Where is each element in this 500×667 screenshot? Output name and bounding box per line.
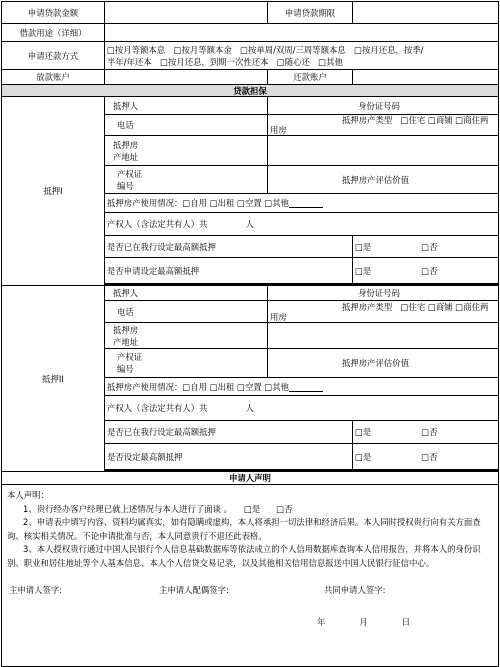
collateral-1-usage-options[interactable]: □自用 □出租 □空置 □其他 (182, 198, 290, 208)
collateral-2-q1-no[interactable]: □否 (421, 427, 438, 437)
repayment-options-line-1: □按月等额本息 □按月等额本金 □按单周/双周/三周等额本息 □按月还息，按季/ (107, 44, 424, 55)
repayment-options-line-2: 半年/年还本 □按月还息，到期一次性还本 □随心还 □其他 (107, 56, 343, 67)
collateral-2-owners-cell[interactable] (105, 396, 499, 421)
collateral-2-owners-label: 产权人（含法定共有人）共 (107, 403, 208, 413)
signature-row (7, 584, 493, 598)
collateral-1-property-type-cell[interactable] (268, 115, 499, 136)
collateral-1-id-label: 身份证号码 (358, 100, 400, 111)
collateral-1-q2-answer[interactable] (353, 258, 499, 284)
collateral-2-group-label: 抵押II (2, 286, 105, 472)
guarantee-section-title: 贷款担保 (2, 85, 499, 97)
collateral-2-property-type-label: 抵押房产类型 (342, 301, 393, 312)
collateral-2-address-label: 抵押房产地址 (105, 323, 268, 349)
collateral-2-cert-label: 产权证编号 (105, 349, 268, 378)
collateral-2-q2-no[interactable]: □否 (421, 451, 438, 462)
collateral-1-owners-cell[interactable] (105, 213, 499, 236)
declaration-section-title: 申请人声明 (2, 472, 499, 485)
application-table (1, 1, 499, 667)
collateral-2-mortgagor-label: 抵押人 (105, 286, 268, 301)
collateral-2-usage-options[interactable]: □自用 □出租 □空置 □其他 (182, 381, 290, 392)
loan-term-field[interactable] (353, 2, 499, 24)
loan-term-label: 申请贷款期限 (268, 2, 353, 24)
collateral-2-q1-answer[interactable] (353, 421, 499, 444)
collateral-1-property-type-options[interactable]: □住宅 □商铺 □商住两用房 (270, 115, 489, 135)
collateral-1-q2-no[interactable]: □否 (421, 265, 438, 276)
collateral-1-usage-other-blank[interactable] (289, 199, 323, 208)
declaration-item-2: 2、申请表中填写内容、资料均属真实，如有隐瞒或虚构，本人将承担一切法律和经济后果。本人同时授权贵行向有关方面查询、核实相关情况。不论申请批准与否，本人同意贵行不退还此表格。 (7, 517, 481, 541)
collateral-1-property-type-label: 抵押房产类型 (342, 115, 393, 125)
collateral-1-phone-label: 电话 (105, 115, 268, 136)
collateral-1-id-cell[interactable] (268, 97, 499, 115)
loan-amount-label: 申请贷款金额 (2, 2, 105, 24)
collateral-2-property-type-cell[interactable] (268, 301, 499, 323)
collateral-1-usage-cell[interactable] (105, 194, 499, 213)
declaration-item-3: 3、本人授权贵行通过中国人民银行个人信息基础数据库等依法成立的个人信用数据库查询本人信用报告，并将本人的身份识别、职业和居住地址等个人基本信息、本人个人信贷交易记录，以及其他相关信用信息报送中国人民银行征信中心。 (7, 544, 481, 568)
date-month: 月 (359, 616, 368, 627)
declaration-intro: 本人声明： (7, 490, 49, 500)
collateral-1-q1-answer[interactable] (353, 236, 499, 258)
collateral-2-usage-other-blank[interactable] (289, 383, 323, 392)
collateral-1-address-label: 抵押房产地址 (105, 136, 268, 166)
collateral-1-q1-no[interactable]: □否 (421, 241, 438, 252)
interview-no-checkbox[interactable]: □否 (276, 503, 293, 514)
collateral-1-q2-label: 是否申请设定最高额抵押 (105, 258, 353, 284)
collateral-2-property-type-options[interactable]: □住宅 □商铺 □商住两用房 (270, 301, 489, 322)
collateral-1-value-cell[interactable] (268, 166, 499, 194)
collateral-2-usage-cell[interactable] (105, 378, 499, 396)
main-applicant-signature-label: 主申请人签字: (9, 585, 63, 595)
collateral-1-value-label: 抵押房产评估价值 (342, 174, 409, 185)
collateral-1-q1-label: 是否已在我行设定最高额抵押 (105, 236, 353, 258)
declaration-body (2, 485, 499, 667)
spouse-signature-label: 主申请人配偶签字: (159, 585, 229, 595)
collateral-2-q2-answer[interactable] (353, 444, 499, 470)
collateral-2-phone-label: 电话 (105, 301, 268, 323)
collateral-1-q1-yes[interactable]: □是 (355, 241, 372, 252)
collateral-1-mortgagor-label: 抵押人 (105, 97, 268, 115)
repay-account-label: 还款账户 (268, 70, 353, 85)
collateral-1-address-field[interactable] (268, 136, 499, 166)
disburse-account-field[interactable] (105, 70, 268, 85)
loan-purpose-label: 借款用途（详细） (2, 24, 105, 42)
collateral-2-id-label: 身份证号码 (358, 288, 400, 298)
repayment-method-label: 申请还款方式 (2, 42, 105, 70)
date-day: 日 (401, 616, 411, 627)
collateral-2-owners-unit: 人 (245, 403, 254, 413)
collateral-1-owners-label: 产权人（含法定共有人）共 (107, 219, 208, 229)
loan-purpose-field[interactable] (105, 24, 499, 42)
collateral-2-q2-yes[interactable]: □是 (355, 451, 372, 462)
declaration-item-1: 1、贵行经办客户经理已就上述情况与本人进行了面谈 。 □是 □否 (23, 503, 293, 514)
collateral-2-q2-label: 是否设定最高额抵押 (105, 444, 353, 470)
repayment-method-options[interactable] (105, 42, 499, 70)
loan-amount-field[interactable] (105, 2, 268, 24)
signature-date (7, 616, 493, 630)
collateral-2-q1-label: 是否已在我行设定最高额抵押 (105, 421, 353, 444)
collateral-2-id-cell[interactable] (268, 286, 499, 301)
collateral-2-value-cell[interactable] (268, 349, 499, 378)
date-year: 年 (317, 616, 326, 627)
collateral-1-group-label: 抵押I (2, 97, 105, 286)
collateral-1-q2-yes[interactable]: □是 (355, 265, 372, 276)
disburse-account-label: 放款账户 (2, 70, 105, 85)
joint-applicant-signature-label: 共同申请人签字: (324, 585, 386, 595)
collateral-1-owners-unit: 人 (245, 219, 254, 229)
collateral-2-address-field[interactable] (268, 323, 499, 349)
interview-yes-checkbox[interactable]: □是 (244, 503, 261, 514)
collateral-1-cert-label: 产权证编号 (105, 166, 268, 194)
collateral-1-usage-label: 抵押房产使用情况： (107, 198, 183, 208)
repay-account-field[interactable] (353, 70, 499, 85)
collateral-2-q1-yes[interactable]: □是 (355, 427, 372, 437)
collateral-2-usage-label: 抵押房产使用情况： (107, 381, 183, 392)
collateral-2-value-label: 抵押房产评估价值 (342, 358, 409, 368)
